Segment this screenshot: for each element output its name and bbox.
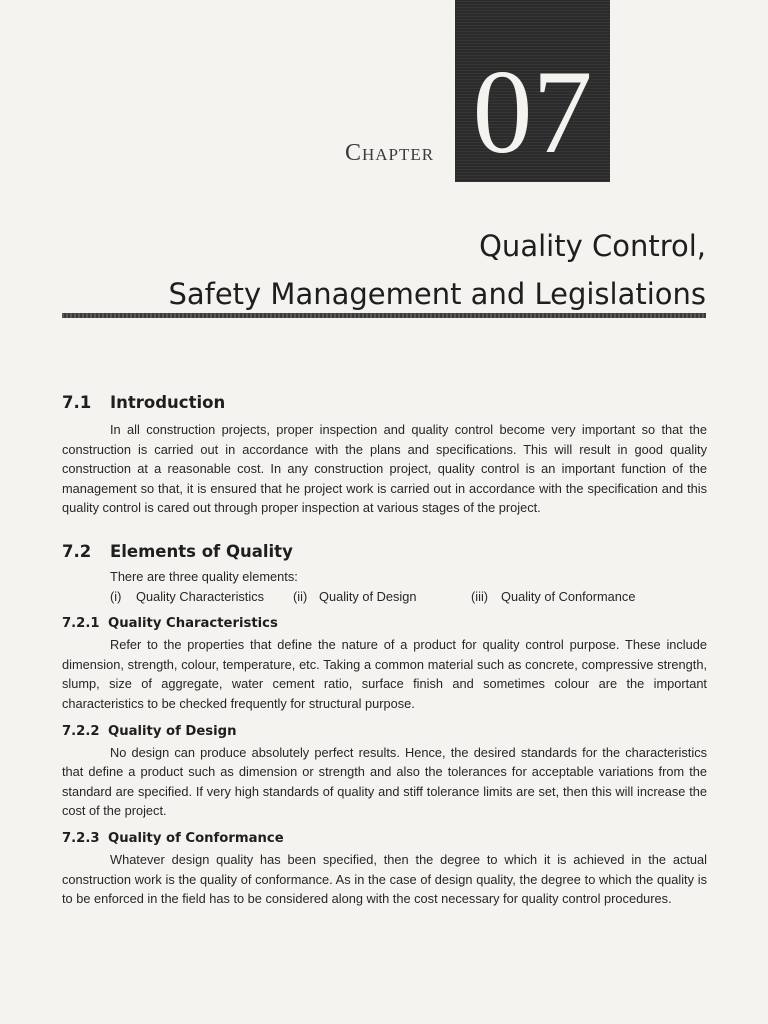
- list-marker: (iii): [471, 588, 489, 604]
- chapter-title-line-1: Quality Control,: [479, 229, 706, 263]
- subsection-body: No design can produce absolutely perfect results. Hence, the desired standards for the characteristics that define a product such as dimension or strength and also the tolerances for acceptable variations from the standard are specified. If very high standards of quality and stiff tolerance limits are set, then this will increase the cost of the project.: [62, 744, 707, 819]
- subsection-title: Quality Characteristics: [108, 616, 278, 632]
- subsection-quality-of-conformance: [62, 831, 707, 909]
- subsection-heading: [62, 831, 707, 846]
- subsection-title: Quality of Design: [108, 723, 237, 739]
- section-introduction: [62, 393, 707, 518]
- chapter-number: 07: [472, 45, 593, 178]
- chapter-number-box: [455, 0, 610, 182]
- subsection-number: 7.2.2: [62, 723, 100, 739]
- list-item: [293, 587, 471, 607]
- list-marker: (i): [110, 588, 122, 604]
- subsection-quality-characteristics: [62, 616, 707, 713]
- list-item-label: Quality of Conformance: [501, 588, 636, 604]
- section-body: In all construction projects, proper inspection and quality control become very important so that the construction is carried out in accordance with the plans and specifications. This will result in good quality construction at a reasonable cost. In any construction project, quality control is an important function of the management so that, it is ensured that he project work is carried out in accordance with the specification and this quality control is cared out through proper inspection at various stages of the project.: [62, 422, 707, 516]
- subsection-body: Whatever design quality has been specified, then the degree to which it is achieved in the actual construction work is the quality of conformance. As in the case of design quality, the degree to which the quality is to be enforced in the field has to be considered along with the cost necessary for quality control procedures.: [62, 851, 707, 907]
- title-divider: [62, 313, 706, 318]
- section-title: Elements of Quality: [110, 541, 293, 561]
- section-number: 7.1: [62, 393, 92, 412]
- list-item: [471, 587, 635, 607]
- subsection-title: Quality of Conformance: [108, 830, 284, 846]
- section-heading: [62, 393, 707, 412]
- chapter-title: [168, 222, 706, 318]
- section-number: 7.2: [62, 541, 92, 561]
- elements-lead: There are three quality elements:: [110, 568, 298, 584]
- section-heading: [62, 542, 707, 561]
- elements-list: [110, 587, 707, 607]
- subsection-body: Refer to the properties that define the nature of a product for quality control purpose. These include dimension, strength, colour, temperature, etc. Taking a common material such as concrete, compressive strength, slump, size of aggregate, water cement ratio, surface finish and sometimes colour are the important characteristics to be checked frequently for structural purpose.: [62, 637, 707, 711]
- list-item-label: Quality of Design: [319, 588, 417, 604]
- subsection-heading: [62, 616, 707, 631]
- subsection-number: 7.2.1: [62, 616, 100, 632]
- section-elements-of-quality: [62, 542, 707, 606]
- chapter-title-line-2: Safety Management and Legislations: [168, 277, 706, 311]
- list-item-label: Quality Characteristics: [136, 588, 265, 604]
- list-marker: (ii): [293, 588, 308, 604]
- section-title: Introduction: [110, 393, 226, 412]
- chapter-label: Chapter: [345, 140, 435, 166]
- subsection-quality-of-design: [62, 724, 707, 821]
- subsection-number: 7.2.3: [62, 830, 100, 846]
- subsection-heading: [62, 724, 707, 739]
- page-content: [62, 393, 707, 909]
- list-item: [110, 587, 293, 607]
